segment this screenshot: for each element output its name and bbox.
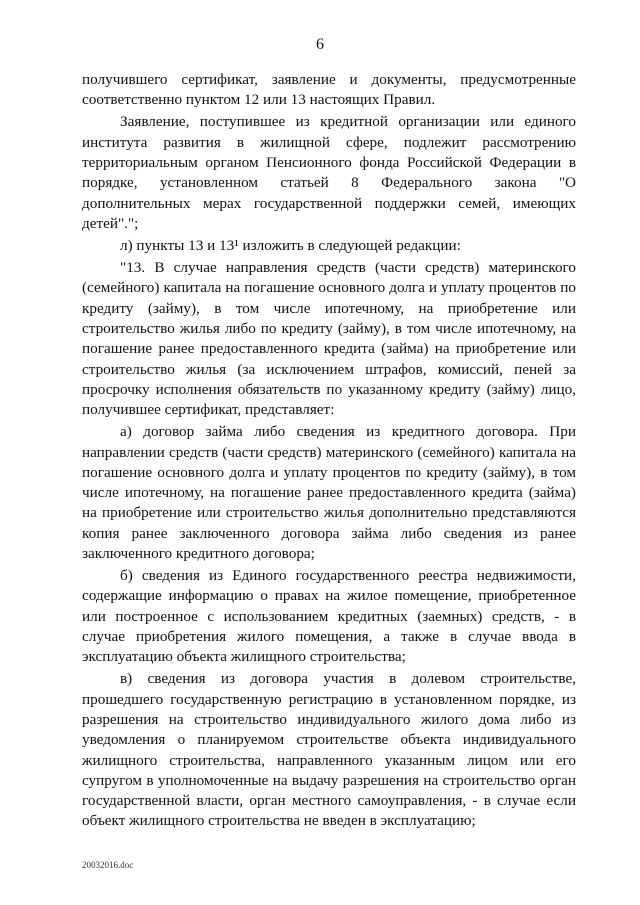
- document-body: [82, 70, 576, 832]
- paragraph-2: Заявление, поступившее из кредитной организации или единого института развития в жилищной сфере, подлежит рассмотрению территориальным органом Пенсионного фонда Российской Федерации в порядке, установленном статьей 8 Федерального закона "О дополнительных мерах государственной поддержки семей, имеющих детей".";: [82, 113, 576, 232]
- paragraph-5: а) договор займа либо сведения из кредитного договора. При направлении средств (части средств) материнского (семейного) капитала на погашение основного долга и уплату процентов по кредиту (займу), в том числе ипотечному, на погашение ранее предоставленного кредита (займа) на приобретение или строительство жилья дополнительно представляются копия ранее заключенного договора займа либо сведения из ранее заключенного кредитного договора;: [82, 423, 576, 563]
- paragraph-6: б) сведения из Единого государственного реестра недвижимости, содержащие информацию о правах на жилое помещение, приобретенное или построенное с использованием кредитных (заемных) средств, - в случае приобретения жилого помещения, а также в случае ввода в эксплуатацию объекта жилищного строительства;: [82, 567, 576, 666]
- footer-filename: 20032016.doc: [82, 860, 134, 870]
- page-number: 6: [316, 36, 324, 53]
- paragraph-7: в) сведения из договора участия в долевом строительстве, прошедшего государственную регистрацию в установленном порядке, из разрешения на строительство индивидуального жилого дома либо из уведомления о планируемом строительстве объекта индивидуального жилищного строительства, направленного указанным лицом или его супругом в уполномоченные на выдачу разрешения на строительство орган государственной власти, орган местного самоуправления, - в случае если объект жилищного строительства не введен в эксплуатацию;: [82, 670, 576, 830]
- paragraph-3: л) пункты 13 и 13¹ изложить в следующей редакции:: [120, 236, 461, 254]
- paragraph-1: получившего сертификат, заявление и документы, предусмотренные соответственно пунктом 12 или 13 настоящих Правил.: [82, 71, 576, 109]
- paragraph-4: "13. В случае направления средств (части средств) материнского (семейного) капитала на погашение основного долга и уплату процентов по кредиту (займу), в том числе ипотечному, на приобретение или строительство жилья либо по кредиту (займу), в том числе ипотечному, на погашение ранее предоставленного кредита (займа) на приобретение или строительство жилья (за исключением штрафов, комиссий, пеней за просрочку исполнения обязательств по указанному кредиту (займу) лицо, получившее сертификат, представляет:: [82, 259, 576, 419]
